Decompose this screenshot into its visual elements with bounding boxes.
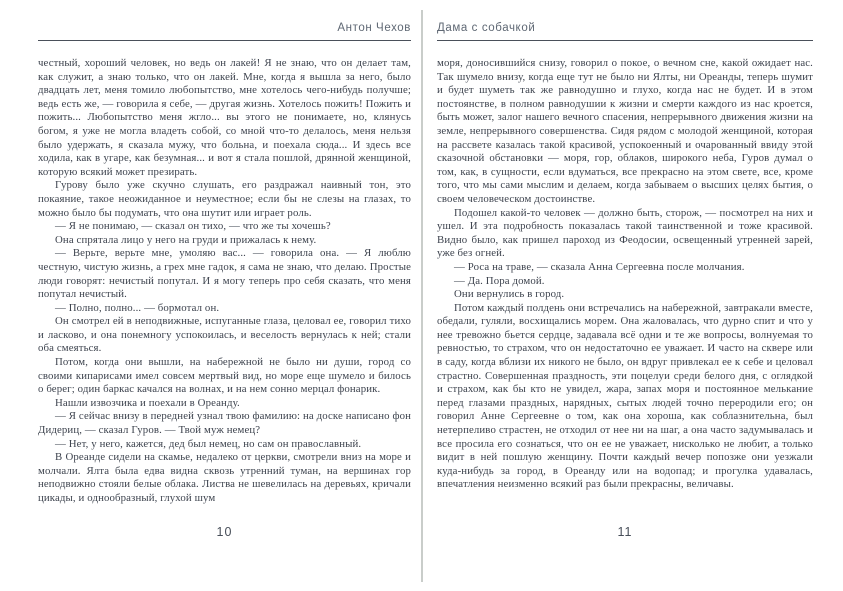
paragraph: Подошел какой-то человек — должно быть, сторож, — посмотрел на них и ушел. И эта подробность показалась такой таинственной и тоже красивой. Видно было, как пришел пароход из Феодосии, освещенный утренней зарей, уже без огней.: [437, 206, 813, 260]
right-running-header: [437, 22, 813, 41]
paragraph: Нашли извозчика и поехали в Ореанду.: [55, 396, 240, 409]
left-running-header: [38, 22, 411, 41]
page-left: [38, 22, 411, 506]
paragraph: — Да. Пора домой.: [454, 274, 545, 287]
left-page-body: [38, 57, 411, 506]
paragraph: — Я сейчас внизу в передней узнал твою фамилию: на доске написано фон Дидериц, — сказал Гуров. — Твой муж немец?: [38, 410, 411, 437]
left-running-header-text: Антон Чехов: [337, 22, 411, 34]
page-right: [437, 22, 813, 492]
paragraph: моря, доносившийся снизу, говорил о покое, о вечном сне, какой ожидает нас. Так шумело внизу, когда еще тут не было ни Ялты, ни Ореанды, теперь шумит и будет шуметь так же равнодушно и глухо, когда нас не будет. И в этом постоянстве, в полном равнодушии к жизни и смерти каждого из нас кроется, быть может, залог нашего вечного спасения, непрерывного движения жизни на земле, непрерывного совершенства. Сидя рядом с молодой женщиной, которая на рассвете казалась такой красивой, успокоенный и очарованный ввиду этой сказочной обстановки — моря, гор, облаков, широкого неба, Гуров думал о том, как, в сущности, если вдуматься, все прекрасно на этом свете, все, кроме того, что мы сами мыслим и делаем, когда забываем о высших целях бытия, о своем человеческом достоинстве.: [437, 57, 813, 205]
paragraph: В Ореанде сидели на скамье, недалеко от церкви, смотрели вниз на море и молчали. Ялта была едва видна сквозь утренний туман, на вершинах гор неподвижно стояли белые облака. Листва не шевелилась на деревьях, кричали цикады, и однообразный, глухой шум: [38, 451, 411, 504]
right-page-body: [437, 57, 813, 492]
paragraph: Она спрятала лицо у него на груди и прижалась к нему.: [55, 233, 317, 246]
paragraph: — Нет, у него, кажется, дед был немец, но сам он православный.: [55, 437, 362, 450]
paragraph: Гурову было уже скучно слушать, его раздражал наивный тон, это покаяние, такое неожиданное и неуместное; если бы не слезы на глазах, то можно было бы подумать, что она шутит или играет роль.: [38, 179, 411, 219]
paragraph: — Верьте, верьте мне, умоляю вас... — говорила она. — Я люблю честную, чистую жизнь, а грех мне гадок, я сама не знаю, что делаю. Простые люди говорят: нечистый попутал. И я могу теперь про себя сказать, что меня попутал нечистый.: [38, 247, 411, 301]
left-page-number: 10: [216, 525, 233, 539]
paragraph: — Роса на траве, — сказала Анна Сергеевна после молчания.: [454, 260, 745, 273]
paragraph: Они вернулись в город.: [454, 288, 565, 301]
paragraph: Он смотрел ей в неподвижные, испуганные глаза, целовал ее, говорил тихо и ласково, и она понемногу успокоилась, и веселость вернулась к ней; стали оба смеяться.: [38, 315, 411, 355]
paragraph: — Полно, полно... — бормотал он.: [55, 301, 220, 314]
right-page-number: 11: [617, 525, 633, 539]
right-running-header-text: Дама с собачкой: [437, 22, 536, 34]
paragraph: — Я не понимаю, — сказал он тихо, — что же ты хочешь?: [55, 220, 331, 233]
page-gutter-divider: [421, 10, 423, 582]
paragraph: Потом каждый полдень они встречались на набережной, завтракали вместе, обедали, гуляли, восхищались морем. Она жаловалась, что дурно спит и что у нее тревожно бьется сердце, задавала всё одни и те же вопросы, волнуемая то ревностью, то страхом, что он недостаточно ее уважает. И часто на сквере или в саду, когда вблизи их никого не было, он вдруг привлекал ее к себе и целовал страстно. Совершенная праздность, эти поцелуи среди белого дня, с оглядкой и страхом, как бы кто не увидел, жара, запах моря и постоянное мелькание перед глазами праздных, нарядных, сытых людей точно переродили его; он говорил Анне Сергеевне о том, как она хороша, как соблазнительна, был нетерпеливо страстен, не отходил от нее ни на шаг, а она часто задумывалась и все просила его сознаться, что он ее не уважает, нисколько не любит, а только видит в ней пошлую женщину. Почти каждый вечер попозже они уезжали куда-нибудь за город, в Ореанду или на водопад; и прогулка удавалась, впечатления неизменно всякий раз были прекрасны, величавы.: [437, 301, 813, 491]
paragraph: честный, хороший человек, но ведь он лакей! Я не знаю, что он делает там, как служит, а знаю только, что он лакей. Мне, когда я вышла за него, было двадцать лет, меня томило любопытство, мне хотелось чего-нибудь получше; ведь есть же, — говорила я себе, — другая жизнь. Хотелось пожить! Пожить и пожить... Любопытство меня жгло... вы этого не понимаете, но, клянусь богом, я уже не могла владеть собой, со мной что-то делалось, меня нельзя было удержать, я сказала мужу, что больна, и поехала сюда... И здесь все ходила, как в угаре, как безумная... и вот я стала пошлой, дрянной женщиной, которую всякий может презирать.: [38, 57, 411, 178]
paragraph: Потом, когда они вышли, на набережной не было ни души, город со своими кипарисами имел совсем мертвый вид, но море еще шумело и билось о берег; один баркас качался на волнах, и на нем сонно мерцал фонарик.: [38, 356, 411, 396]
